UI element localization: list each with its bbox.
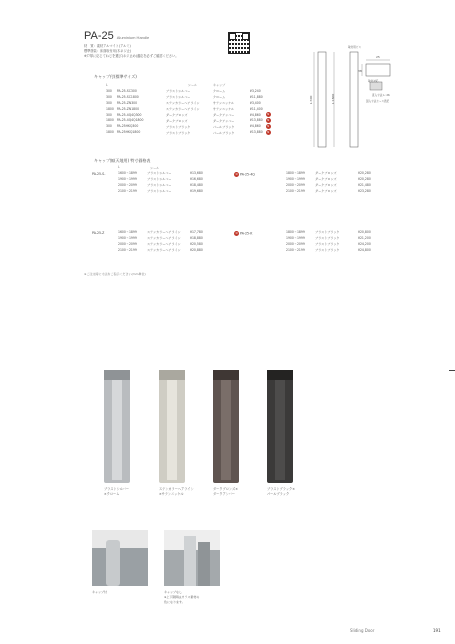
new-badge-icon: N xyxy=(267,124,270,128)
col-header: L xyxy=(106,82,108,87)
cap-cell: パールブラック xyxy=(212,124,235,129)
new-badge-icon: N xyxy=(267,118,270,122)
thumb-with-cap xyxy=(92,530,148,586)
group-a-right-table xyxy=(286,170,374,194)
price-cell: ¥11,880 xyxy=(249,94,263,99)
handle-caption-line: ブラストブラック× xyxy=(267,487,295,491)
handle-image xyxy=(213,370,239,483)
cap-cell: サテンニッケル xyxy=(212,107,235,112)
group-b-left-table xyxy=(118,229,206,253)
new-badge-icon: N xyxy=(267,113,270,116)
handle-caption xyxy=(159,487,219,497)
order-note: ※ご注文時に寸法をご指示ください(mm単位) xyxy=(84,272,146,276)
range-cell: 2000〜2099 xyxy=(118,183,137,188)
thumb-without-cap xyxy=(164,530,220,586)
handle-caption-line: パールブラック xyxy=(267,492,290,496)
color-cell: ブラストシルバー xyxy=(165,95,191,100)
price-cell: ¥13,880 xyxy=(249,118,263,123)
color-cell: ブラストブラック xyxy=(315,248,340,253)
handle-cap xyxy=(267,370,293,380)
length-cell: 1800 xyxy=(106,118,114,123)
color-cell: ブラストシルバー xyxy=(147,183,172,188)
product-title xyxy=(84,30,149,42)
handle-image xyxy=(159,370,185,483)
group-b-mark xyxy=(234,231,252,236)
group-a-left-table xyxy=(118,170,206,194)
qr-code-icon[interactable] xyxy=(228,32,250,54)
new-badge-icon: N xyxy=(235,232,238,235)
color-cell: ステンカラーヘアライン xyxy=(147,230,181,235)
group-a-mark xyxy=(234,172,255,177)
price-cell: ¥11,400 xyxy=(249,106,263,111)
handle-grip xyxy=(275,380,285,480)
color-cell: ダークブロンズ xyxy=(315,189,337,194)
handle-caption-line: ダークブロンズ× xyxy=(213,487,238,491)
handle-caption xyxy=(267,487,327,497)
price-cell: ¥20,580 xyxy=(190,241,203,246)
color-cell: ブラストシルバー xyxy=(147,171,172,176)
handle-image xyxy=(104,370,130,483)
cap-cell: パールブラック xyxy=(212,130,235,135)
width-dimension-label: 25 xyxy=(376,55,380,59)
color-cell: ダークブロンズ xyxy=(315,171,337,176)
color-cell: ブラストブラック xyxy=(165,124,191,129)
range-cell: 1900〜1999 xyxy=(118,177,137,182)
group-b-right-table xyxy=(286,229,374,253)
price-cell: ¥24,200 xyxy=(358,241,371,246)
col-header: キャップ xyxy=(212,83,226,87)
range-cell: 2000〜2099 xyxy=(286,183,305,188)
color-cell: ステンカラーヘアライン xyxy=(165,101,200,106)
handle-caption-line: ×サテンニッケル xyxy=(159,492,184,496)
range-cell: 1600〜1899 xyxy=(118,230,137,235)
handle-cap xyxy=(159,370,185,380)
price-cell: ¥3,240 xyxy=(249,88,261,93)
handle-caption xyxy=(213,487,273,497)
diagram-note-3: 取付対応 xyxy=(368,80,379,83)
length-cell: 1800 xyxy=(106,106,114,111)
range-cell: 2000〜2099 xyxy=(286,242,305,247)
price-cell: ¥16,680 xyxy=(190,176,203,181)
group-a-label: PA-25-S- xyxy=(92,172,106,176)
handle-caption xyxy=(104,487,164,497)
handle-grip xyxy=(167,380,177,480)
code-cell: PA-25HKQ1800 xyxy=(116,130,141,135)
handle-cap xyxy=(104,370,130,380)
section1-title: キャップ付(標準サイズ) xyxy=(94,74,137,79)
price-cell: ¥18,880 xyxy=(190,235,203,240)
color-cell: ステンカラーヘアライン xyxy=(147,242,181,247)
range-cell: 2100〜2199 xyxy=(286,248,305,253)
thumb-caption-line: 色になります。 xyxy=(164,600,185,604)
table-row xyxy=(118,188,206,194)
group-b-mark-label: PA-25-K xyxy=(240,231,253,236)
l-dimension-label: L:300 xyxy=(309,95,313,104)
thumb-caption-2 xyxy=(164,590,224,605)
price-cell: ¥20,880 xyxy=(190,247,203,252)
price-cell: ¥4,860 xyxy=(249,124,261,129)
range-cell: 2100〜2199 xyxy=(118,248,137,253)
dimension-drawing xyxy=(310,42,400,152)
price-cell: ¥23,280 xyxy=(358,188,371,193)
color-cell: ブラストブラック xyxy=(165,130,191,135)
price-cell: ¥3,400 xyxy=(249,100,261,105)
color-cell: ブラストブラック xyxy=(315,242,340,247)
section2-header-color: シール xyxy=(150,166,160,170)
l2-dimension-label: L:1800 xyxy=(331,93,335,104)
price-cell: ¥13,880 xyxy=(249,130,263,135)
price-cell: ¥18,480 xyxy=(190,182,203,187)
range-cell: 1800〜1899 xyxy=(286,171,305,176)
mark-cell xyxy=(266,129,274,135)
handle-cap xyxy=(213,370,239,380)
spec-line: 材 質：素材アルマイト(アルミ) xyxy=(84,44,131,48)
handle-image xyxy=(267,370,293,483)
cap-cell: クローム xyxy=(212,95,226,100)
page-number: 191 xyxy=(433,628,441,633)
thumb-caption-1 xyxy=(92,590,152,595)
cap-cell: ダークアンバー xyxy=(212,113,235,117)
price-cell: ¥20,800 xyxy=(358,229,371,234)
code-cell: PA-25-4Q4Q300 xyxy=(116,112,142,117)
handle-caption-line: ステンカラーヘアライン xyxy=(159,487,194,491)
footer-section: Sliding Door xyxy=(350,628,375,633)
range-cell: 2100〜2199 xyxy=(286,189,305,194)
range-cell: 1900〜1999 xyxy=(286,177,305,182)
handle-caption-line: ブラストシルバー xyxy=(104,487,130,491)
color-cell: ブラストシルバー xyxy=(165,89,191,94)
diagram-note-1: 取付用ビス xyxy=(348,46,361,49)
range-cell: 1900〜1999 xyxy=(118,236,137,241)
color-cell: ブラストブラック xyxy=(315,236,340,241)
code-cell: PA-25-ZN300 xyxy=(116,100,138,105)
price-cell: ¥13,680 xyxy=(190,170,203,175)
code-cell: PA-25-SC300 xyxy=(116,88,137,93)
price-cell: ¥20,280 xyxy=(358,176,371,181)
price-cell: ¥21,480 xyxy=(358,182,371,187)
price-cell: ¥19,680 xyxy=(190,188,203,193)
color-cell: ダークブロンズ xyxy=(165,113,188,117)
table-row xyxy=(106,129,274,135)
thumb-caption-line: キャップなし xyxy=(164,590,183,594)
handle-caption-line: ×クローム xyxy=(104,492,120,496)
range-cell: 2000〜2099 xyxy=(118,242,137,247)
handle-grip xyxy=(221,380,231,480)
group-b-label: PA-25-Z xyxy=(92,231,105,235)
table-row xyxy=(286,247,374,253)
thumb-caption-line: ※上下隙間はカラス素材の xyxy=(164,595,200,599)
cap-cell: サテンニッケル xyxy=(212,101,235,106)
depth-dimension-label: 38 xyxy=(358,69,362,73)
col-header: シール xyxy=(187,83,198,87)
dimension-diagram xyxy=(310,42,400,152)
price-cell: ¥21,200 xyxy=(358,235,371,240)
spec-line: ※戸厚に応じてねじを選び(ネジ止め)適応を必ずご確認ください。 xyxy=(84,54,179,58)
handle-caption-line: ダークアンバー xyxy=(213,492,235,496)
color-cell: ブラストシルバー xyxy=(147,177,172,182)
diagram-note-4: 図入寸法ヒース表記 xyxy=(366,100,390,103)
length-cell: 1800 xyxy=(106,130,114,135)
code-cell: PA-25-SC1800 xyxy=(116,94,139,99)
range-cell: 1900〜1999 xyxy=(286,236,305,241)
standard-price-table xyxy=(106,82,274,135)
table-row xyxy=(286,188,374,194)
color-cell: ステンカラーヘアライン xyxy=(147,248,181,253)
model-subtitle: Aluminium Handle xyxy=(116,35,150,40)
code-cell: PA-25-4Q4Q1800 xyxy=(116,118,144,123)
price-cell: ¥4,860 xyxy=(249,112,261,117)
cap-cell: ダークアンバー xyxy=(212,118,235,123)
code-cell: PA-25HKQ300 xyxy=(116,124,139,129)
page-edge-marker xyxy=(449,370,455,371)
section2-title: キャップ無(天地用) 特寸価格表 xyxy=(94,158,151,163)
color-cell: ダークブロンズ xyxy=(315,183,337,188)
spec-line: 標準塗装：床面取付用(木ネジ止) xyxy=(84,49,132,53)
length-cell: 300 xyxy=(106,94,112,99)
thumb-caption-line: キャップ付 xyxy=(92,590,108,594)
range-cell: 1600〜1899 xyxy=(118,171,137,176)
color-cell: ステンカラーヘアライン xyxy=(147,236,181,241)
group-a-mark-label: PA-25-4Q xyxy=(240,172,255,177)
section2-header-l: L xyxy=(118,165,120,169)
price-cell: ¥20,280 xyxy=(358,170,371,175)
code-cell: PA-25-ZN1800 xyxy=(116,106,140,111)
color-cell: ブラストブラック xyxy=(315,230,340,235)
color-cell: ダークブロンズ xyxy=(165,118,188,123)
color-cell: ダークブロンズ xyxy=(315,177,337,182)
color-cell: ステンカラーヘアライン xyxy=(165,107,200,112)
length-cell: 300 xyxy=(106,124,112,129)
length-cell: 300 xyxy=(106,112,112,117)
price-cell: ¥17,780 xyxy=(190,229,203,234)
diagram-note-2: 直入寸法 L: 26 xyxy=(372,94,390,97)
color-cell: ブラストシルバー xyxy=(147,189,172,194)
table-row xyxy=(118,247,206,253)
length-cell: 300 xyxy=(106,88,112,93)
model-code: PA-25 xyxy=(84,30,114,42)
new-badge-icon: N xyxy=(267,130,270,134)
price-cell: ¥24,800 xyxy=(358,247,371,252)
length-cell: 300 xyxy=(106,100,112,105)
cap-cell: クローム xyxy=(212,89,226,94)
range-cell: 2100〜2199 xyxy=(118,189,137,194)
handle-grip xyxy=(112,380,122,480)
range-cell: 1800〜1899 xyxy=(286,230,305,235)
new-badge-icon: N xyxy=(235,173,238,176)
spec-block xyxy=(84,44,224,59)
